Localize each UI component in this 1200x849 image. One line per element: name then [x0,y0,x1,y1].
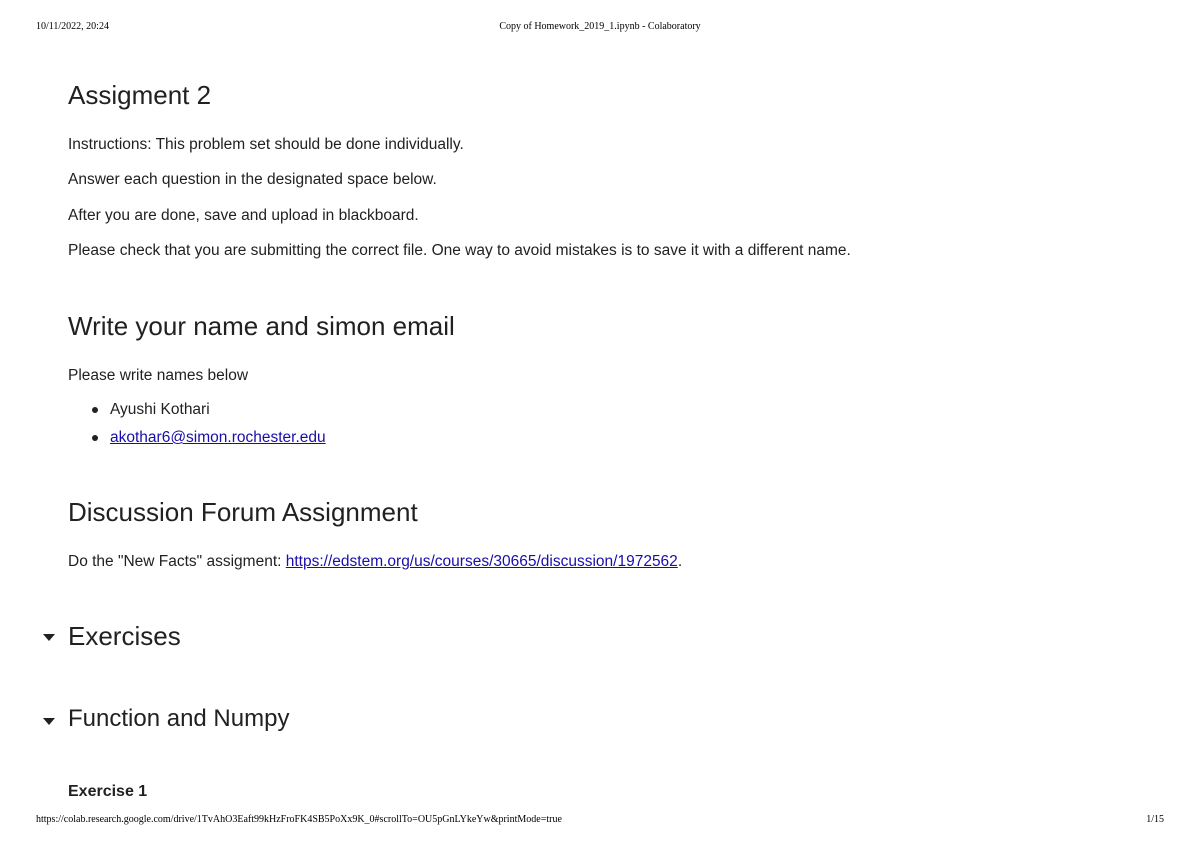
print-page-number: 1/15 [1146,814,1164,825]
section-exercises[interactable]: Exercises [68,621,181,651]
discussion-title: Discussion Forum Assignment [68,497,418,527]
print-page-title: Copy of Homework_2019_1.ipynb - Colaboratory [499,21,701,32]
student-name: Ayushi Kothari [110,401,210,418]
section-function-numpy[interactable]: Function and Numpy [68,705,290,732]
bullet-icon [92,407,98,413]
print-header [36,21,1164,35]
collapse-exercises-icon[interactable] [43,634,55,641]
student-email-link[interactable]: akothar6@simon.rochester.edu [110,429,326,446]
discussion-text-after: . [677,553,683,570]
bullet-icon [92,435,98,441]
names-prompt: Please write names below [68,367,249,384]
collapse-function-numpy-icon[interactable] [43,718,55,725]
instructions-line: Instructions: This problem set should be done individually. [68,136,464,153]
print-url: https://colab.research.google.com/drive/1TvAhO3Eaft99kHzFroFK4SB5PoXx9K_0#scrollTo=OU5pGnLYkeYw&printMode=true [36,814,562,825]
names-list [68,402,326,458]
print-datetime: 10/11/2022, 20:24 [36,21,109,32]
discussion-text [68,554,682,570]
upload-line: After you are done, save and upload in blackboard. [68,207,419,224]
discussion-text-before: Do the "New Facts" assigment: [68,553,286,570]
print-footer [36,814,1164,828]
name-section-title: Write your name and simon email [68,311,455,341]
exercise-1-heading: Exercise 1 [68,783,148,800]
answer-line: Answer each question in the designated space below. [68,171,437,188]
check-file-line: Please check that you are submitting the correct file. One way to avoid mistakes is to save it with a different name. [68,242,851,259]
discussion-link[interactable]: https://edstem.org/us/courses/30665/discussion/1972562 [285,553,678,570]
assignment-title: Assigment 2 [68,80,212,110]
list-item [68,430,326,458]
list-item [68,402,326,430]
